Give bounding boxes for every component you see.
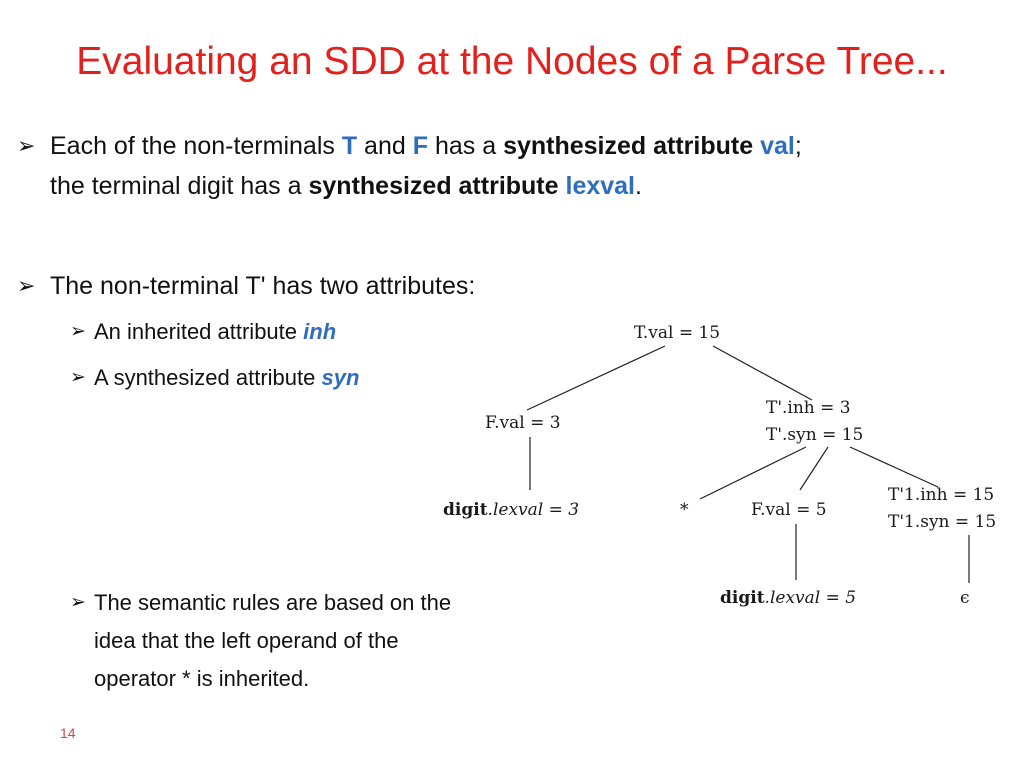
arrow-bullet-icon: ➢ (17, 133, 36, 158)
keyword-val: val (760, 132, 795, 160)
node-digit-right (720, 588, 856, 608)
node-tprime-syn: T'.syn = 15 (766, 425, 864, 445)
bullet-text: A synthesized attribute (94, 365, 322, 390)
digit-lexval: .lexval = 3 (487, 500, 580, 520)
edge-root-tprime (713, 346, 812, 400)
bullet-text: operator * is inherited. (94, 666, 310, 691)
digit-keyword: digit (720, 588, 765, 608)
bullet-text: The non-terminal T' has two attributes: (50, 272, 476, 300)
bullet-text: and (357, 132, 413, 160)
attr-syn: syn (321, 365, 360, 390)
bullet-text: the terminal digit has a (50, 172, 309, 200)
edge-tprime-f (800, 447, 828, 490)
keyword-F: F (412, 132, 428, 160)
attr-inh: inh (303, 319, 337, 344)
node-digit-left (443, 500, 579, 520)
bullet-text: Each of the non-terminals (50, 132, 342, 160)
node-t1-inh: T'1.inh = 15 (888, 485, 995, 505)
bold-term: synthesized attribute (308, 172, 559, 200)
digit-keyword: digit (443, 500, 488, 520)
node-f-right: F.val = 5 (751, 500, 827, 520)
keyword-lexval: lexval (565, 172, 636, 200)
digit-lexval: .lexval = 5 (764, 588, 857, 608)
arrow-bullet-icon: ➢ (17, 273, 36, 298)
bullet-text: An inherited attribute (94, 319, 304, 344)
keyword-T: T (341, 132, 358, 160)
tree-edges (527, 346, 969, 583)
bullet-text: has a (428, 132, 504, 160)
edge-tprime-star (700, 447, 806, 499)
edge-tprime-t1 (850, 447, 938, 487)
bullet-text: . (635, 172, 642, 200)
bullet-text: The semantic rules are based on the (94, 590, 452, 615)
page-number: 14 (60, 725, 76, 741)
node-epsilon: ϵ (960, 588, 970, 608)
node-t1-syn: T'1.syn = 15 (888, 512, 997, 532)
node-star: * (680, 500, 689, 520)
edge-root-f (527, 346, 665, 410)
slide-title: Evaluating an SDD at the Nodes of a Parse Tree... (76, 40, 948, 83)
node-root: T.val = 15 (634, 323, 721, 343)
bullet-text: ; (794, 132, 802, 160)
node-tprime-inh: T'.inh = 3 (766, 398, 851, 418)
node-f-left: F.val = 3 (485, 413, 561, 433)
arrow-bullet-icon: ➢ (70, 592, 86, 613)
bullet-text: idea that the left operand of the (94, 628, 399, 653)
bold-term: synthesized attribute (503, 132, 754, 160)
arrow-bullet-icon: ➢ (70, 321, 86, 342)
arrow-bullet-icon: ➢ (70, 367, 86, 388)
